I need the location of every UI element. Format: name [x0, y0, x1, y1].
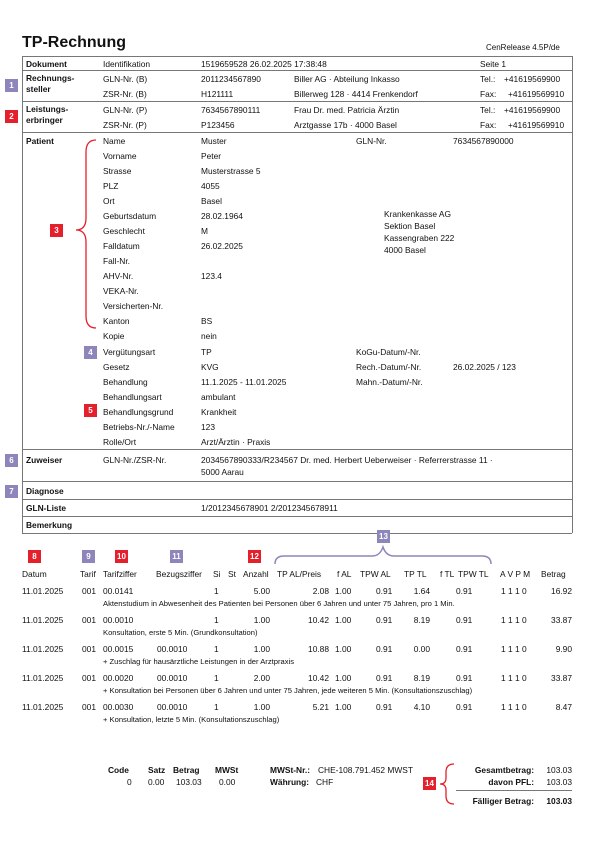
cell-tp-tl: 8.19 — [413, 615, 430, 625]
field-value: 26.02.2025 — [201, 241, 243, 251]
waehrung-label: Währung: — [270, 777, 310, 787]
col-tpw-tl: TPW TL — [458, 569, 489, 579]
cell-bezug: 00.0010 — [157, 644, 188, 654]
field-value: 123 — [201, 422, 215, 432]
cell-f-al: 1.00 — [335, 644, 352, 654]
field-value: ambulant — [201, 392, 236, 402]
pfl-label: davon PFL: — [488, 777, 534, 787]
field-label: Behandlung — [103, 377, 148, 387]
rs-gln-value: 2011234567890 — [201, 74, 261, 84]
cell-avpm: 1 1 1 0 — [501, 615, 527, 625]
cell-tarif: 001 — [82, 673, 96, 683]
field-value: nein — [201, 331, 217, 341]
col-st: St — [228, 569, 236, 579]
cell-anzahl: 1.00 — [253, 644, 270, 654]
cell-si: 1 — [214, 702, 219, 712]
field-label: Ort — [103, 196, 115, 206]
le-fax-label: Fax: — [480, 120, 497, 130]
field-label: Geschlecht — [103, 226, 145, 236]
page-title: TP-Rechnung — [22, 34, 126, 51]
cell-f-al: 1.00 — [335, 673, 352, 683]
cell-betrag: 33.87 — [551, 615, 572, 625]
badge-3: 3 — [50, 224, 63, 237]
le-address: Arztgasse 17b · 4000 Basel — [294, 120, 397, 130]
faellig-label: Fälliger Betrag: — [472, 796, 534, 806]
field-label: Versicherten-Nr. — [103, 301, 164, 311]
cell-f-al: 1.00 — [335, 615, 352, 625]
insurer-line: 4000 Basel — [384, 245, 426, 255]
field-label: Behandlungsgrund — [103, 407, 174, 417]
rs-address: Billerweg 128 · 4414 Frenkendorf — [294, 89, 418, 99]
cell-tarif: 001 — [82, 615, 96, 625]
rs-fax-value: +41619569910 — [508, 89, 565, 99]
cell-anzahl: 5.00 — [253, 586, 270, 596]
col-tp-tl: TP TL — [404, 569, 427, 579]
cell-tp-tl: 4.10 — [413, 702, 430, 712]
col-tarif: Tarif — [80, 569, 96, 579]
cell-si: 1 — [214, 615, 219, 625]
rs-name: Biller AG · Abteilung Inkasso — [294, 74, 400, 84]
badge-6: 6 — [5, 454, 18, 467]
field-value: Peter — [201, 151, 222, 161]
field-label: Behandlungsart — [103, 392, 162, 402]
zuweiser-label: Zuweiser — [26, 455, 63, 465]
release-label: CenRelease 4.5P/de — [486, 43, 560, 52]
cell-description: + Zuschlag für hausärztliche Leistungen in der Arztpraxis — [103, 657, 295, 666]
rs-gln-label: GLN-Nr. (B) — [103, 74, 148, 84]
cell-tp-tl: 1.64 — [413, 586, 430, 596]
cell-tp-al: 10.42 — [308, 673, 329, 683]
field-value: 11.1.2025 - 11.01.2025 — [201, 377, 287, 387]
cell-tpw-al: 0.91 — [376, 702, 393, 712]
badge-5: 5 — [84, 404, 97, 417]
field-label: Rolle/Ort — [103, 437, 137, 447]
field-label: Vorname — [103, 151, 137, 161]
cell-datum: 11.01.2025 — [22, 673, 64, 683]
badge-7: 7 — [5, 485, 18, 498]
field-label: VEKA-Nr. — [103, 286, 139, 296]
badge-12: 12 — [248, 550, 261, 563]
col-tp-al: TP AL/Preis — [277, 569, 322, 579]
rechnungssteller-label-1: Rechnungs- — [26, 73, 75, 83]
field-value: 4055 — [201, 181, 220, 191]
cell-tpw-al: 0.91 — [376, 586, 393, 596]
insurer-line: Krankenkasse AG — [384, 209, 452, 219]
brace-icon — [72, 138, 100, 330]
badge-10: 10 — [115, 550, 128, 563]
le-fax-value: +41619569910 — [508, 120, 565, 130]
cell-avpm: 1 1 1 0 — [501, 644, 527, 654]
mwst-nr-label: MWSt-Nr.: — [270, 765, 311, 775]
field-value: Basel — [201, 196, 222, 206]
le-zsr-value: P123456 — [201, 120, 235, 130]
patient-label: Patient — [26, 136, 54, 146]
field-value: M — [201, 226, 208, 236]
cell-datum: 11.01.2025 — [22, 702, 64, 712]
cell-avpm: 1 1 1 0 — [501, 702, 527, 712]
le-tel-label: Tel.: — [480, 105, 496, 115]
le-gln-label: GLN-Nr. (P) — [103, 105, 148, 115]
field-label: Fall-Nr. — [103, 256, 130, 266]
field-label: PLZ — [103, 181, 119, 191]
cell-anzahl: 1.00 — [253, 615, 270, 625]
cell-f-al: 1.00 — [335, 586, 352, 596]
badge-8: 8 — [28, 550, 41, 563]
field-value: Muster — [201, 136, 227, 146]
bracket-icon — [272, 544, 494, 566]
col-datum: Datum — [22, 569, 47, 579]
field-value: Krankheit — [201, 407, 237, 417]
cell-avpm: 1 1 1 0 — [501, 586, 527, 596]
zuweiser-line1: 2034567890333/R234567 Dr. med. Herbert Ueberweiser · Referrerstrasse 11 · — [201, 455, 493, 465]
col-bezugsziffer: Bezugsziffer — [156, 569, 202, 579]
field-label: Strasse — [103, 166, 132, 176]
cell-datum: 11.01.2025 — [22, 586, 64, 596]
field-value: Musterstrasse 5 — [201, 166, 261, 176]
cell-tpw-tl: 0.91 — [456, 586, 473, 596]
cell-description: Konsultation, erste 5 Min. (Grundkonsultation) — [103, 628, 258, 637]
field-label: Kanton — [103, 316, 130, 326]
sum-code: 0 — [127, 777, 132, 787]
col-f-tl: f TL — [440, 569, 455, 579]
field-value: 28.02.1964 — [201, 211, 243, 221]
insurer-line: Kassengraben 222 — [384, 233, 455, 243]
mwst-nr: CHE-108.791.452 MWST — [318, 765, 413, 775]
cell-tpw-al: 0.91 — [376, 644, 393, 654]
cell-tp-al: 10.88 — [308, 644, 329, 654]
sum-mwst: 0.00 — [219, 777, 236, 787]
diagnose-label: Diagnose — [26, 486, 64, 496]
cell-si: 1 — [214, 673, 219, 683]
col-tarifziffer: Tarifziffer — [103, 569, 137, 579]
badge-11: 11 — [170, 550, 183, 563]
cell-datum: 11.01.2025 — [22, 615, 64, 625]
sum-mwst-label: MWSt — [215, 765, 239, 775]
field-label: Gesetz — [103, 362, 130, 372]
gesamt-label: Gesamtbetrag: — [474, 765, 534, 775]
col-si: Si — [213, 569, 221, 579]
cell-tp-al: 2.08 — [312, 586, 329, 596]
cell-ziffer: 00.0030 — [103, 702, 134, 712]
cell-si: 1 — [214, 644, 219, 654]
waehrung: CHF — [316, 777, 334, 787]
cell-tpw-tl: 0.91 — [456, 702, 473, 712]
field-label: Name — [103, 136, 126, 146]
cell-description: + Konsultation bei Personen über 6 Jahren und unter 75 Jahren, jede weiteren 5 Min. (Konsultationszuschlag) — [103, 686, 473, 695]
field-value: TP — [201, 347, 212, 357]
field-label: Kopie — [103, 331, 125, 341]
gln-liste-value: 1/2012345678901 2/2012345678911 — [201, 503, 338, 513]
sum-betrag: 103.03 — [176, 777, 202, 787]
cell-tp-al: 10.42 — [308, 615, 329, 625]
le-name: Frau Dr. med. Patricia Ärztin — [294, 105, 400, 115]
faellig-value: 103.03 — [546, 796, 572, 806]
kogu-label: KoGu-Datum/-Nr. — [356, 347, 421, 357]
patient-gln-value: 7634567890000 — [453, 136, 514, 146]
cell-ziffer: 00.0010 — [103, 615, 134, 625]
cell-tpw-tl: 0.91 — [456, 673, 473, 683]
col-anzahl: Anzahl — [243, 569, 269, 579]
leistungserbringer-label-2: erbringer — [26, 115, 63, 125]
gesamt-value: 103.03 — [546, 765, 572, 775]
rs-tel-label: Tel.: — [480, 74, 496, 84]
identifikation-value: 1519659528 26.02.2025 17:38:48 — [201, 59, 327, 69]
cell-anzahl: 1.00 — [253, 702, 270, 712]
cell-datum: 11.01.2025 — [22, 644, 64, 654]
zuweiser-line2: 5000 Aarau — [201, 467, 244, 477]
cell-tarif: 001 — [82, 586, 96, 596]
badge-4: 4 — [84, 346, 97, 359]
gln-liste-label: GLN-Liste — [26, 503, 67, 513]
cell-tarif: 001 — [82, 644, 96, 654]
cell-tp-tl: 8.19 — [413, 673, 430, 683]
rs-tel-value: +41619569900 — [504, 74, 561, 84]
cell-ziffer: 00.0141 — [103, 586, 134, 596]
field-label: Falldatum — [103, 241, 140, 251]
leistungserbringer-label-1: Leistungs- — [26, 104, 69, 114]
le-gln-value: 7634567890111 — [201, 105, 261, 115]
cell-bezug: 00.0010 — [157, 702, 188, 712]
pfl-value: 103.03 — [546, 777, 572, 787]
rs-fax-label: Fax: — [480, 89, 497, 99]
cell-tpw-tl: 0.91 — [456, 644, 473, 654]
cell-tpw-al: 0.91 — [376, 673, 393, 683]
cell-description: + Konsultation, letzte 5 Min. (Konsultationszuschlag) — [103, 715, 280, 724]
field-value: BS — [201, 316, 213, 326]
rech-label: Rech.-Datum/-Nr. — [356, 362, 422, 372]
zuweiser-sub: GLN-Nr./ZSR-Nr. — [103, 455, 167, 465]
le-tel-value: +41619569900 — [504, 105, 561, 115]
badge-2: 2 — [5, 110, 18, 123]
rechnungssteller-label-2: steller — [26, 84, 51, 94]
rs-zsr-value: H121111 — [201, 89, 234, 99]
cell-description: Aktenstudium in Abwesenheit des Patienten bei Personen über 6 Jahren und unter 75 Jahren, pro 1 Min. — [103, 599, 455, 608]
cell-tpw-al: 0.91 — [376, 615, 393, 625]
field-value: 123.4 — [201, 271, 222, 281]
le-zsr-label: ZSR-Nr. (P) — [103, 120, 147, 130]
cell-tarif: 001 — [82, 702, 96, 712]
cell-f-al: 1.00 — [335, 702, 352, 712]
insurer-line: Sektion Basel — [384, 221, 436, 231]
patient-gln-label: GLN-Nr. — [356, 136, 387, 146]
field-value: KVG — [201, 362, 219, 372]
sum-satz-label: Satz — [148, 765, 166, 775]
field-label: Geburtsdatum — [103, 211, 157, 221]
badge-9: 9 — [82, 550, 95, 563]
cell-bezug: 00.0010 — [157, 673, 188, 683]
mahn-label: Mahn.-Datum/-Nr. — [356, 377, 423, 387]
cell-betrag: 16.92 — [551, 586, 572, 596]
cell-tpw-tl: 0.91 — [456, 615, 473, 625]
field-label: Vergütungsart — [103, 347, 156, 357]
field-label: Betriebs-Nr./-Name — [103, 422, 175, 432]
badge-1: 1 — [5, 79, 18, 92]
badge-14: 14 — [423, 777, 436, 790]
bemerkung-label: Bemerkung — [26, 520, 73, 530]
identifikation-label: Identifikation — [103, 59, 151, 69]
page-number: Seite 1 — [480, 59, 507, 69]
cell-ziffer: 00.0020 — [103, 673, 134, 683]
field-label: AHV-Nr. — [103, 271, 134, 281]
cell-betrag: 33.87 — [551, 673, 572, 683]
col-betrag: Betrag — [541, 569, 566, 579]
col-avpm: A V P M — [500, 569, 531, 579]
dokument-label: Dokument — [26, 59, 67, 69]
cell-betrag: 8.47 — [555, 702, 572, 712]
cell-si: 1 — [214, 586, 219, 596]
sum-satz: 0.00 — [148, 777, 165, 787]
cell-betrag: 9.90 — [555, 644, 572, 654]
cell-tp-al: 5.21 — [312, 702, 329, 712]
sum-code-label: Code — [108, 765, 129, 775]
field-value: Arzt/Ärztin · Praxis — [201, 437, 271, 447]
cell-tp-tl: 0.00 — [413, 644, 430, 654]
rs-zsr-label: ZSR-Nr. (B) — [103, 89, 147, 99]
cell-anzahl: 2.00 — [253, 673, 270, 683]
col-tpw-al: TPW AL — [360, 569, 391, 579]
cell-ziffer: 00.0015 — [103, 644, 134, 654]
sum-betrag-label: Betrag — [173, 765, 200, 775]
col-f-al: f AL — [337, 569, 352, 579]
cell-avpm: 1 1 1 0 — [501, 673, 527, 683]
badge-13: 13 — [377, 530, 390, 543]
rech-value: 26.02.2025 / 123 — [453, 362, 516, 372]
